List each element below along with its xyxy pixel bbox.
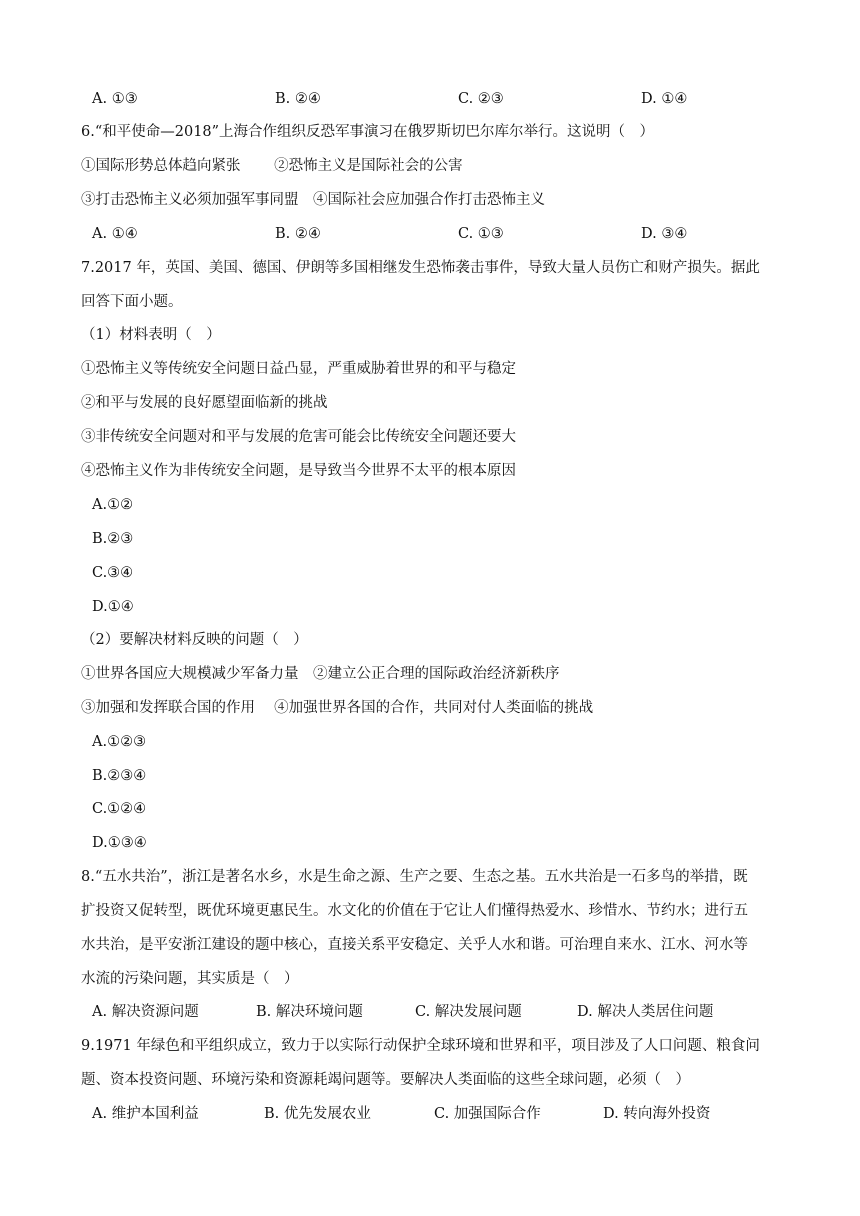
q6-option-d[interactable]: D. ③④	[641, 226, 688, 242]
q7-part2-option-c[interactable]: C.①②④	[92, 801, 147, 817]
q7-part2-label: （2）要解决材料反映的问题（ ）	[81, 632, 308, 648]
q9-option-d[interactable]: D. 转向海外投资	[603, 1106, 711, 1122]
q7-stem-line-1: 7.2017 年，英国、美国、德国、伊朗等多国相继发生恐怖袭击事件，导致大量人员伤亡和财产损失。据此	[81, 260, 760, 276]
q5-option-d[interactable]: D. ①④	[641, 91, 688, 107]
q9-option-c[interactable]: C. 加强国际合作	[434, 1106, 541, 1122]
q6-options	[92, 223, 792, 245]
q7-part1-item-3: ③非传统安全问题对和平与发展的危害可能会比传统安全问题还要大	[81, 429, 516, 445]
q8-stem-line-3: 水共治，是平安浙江建设的题中核心，直接关系平安稳定、关乎人水和谐。可治理自来水、江水、河水等	[81, 937, 748, 953]
q9-stem-line-2: 题、资本投资问题、环境污染和资源耗竭问题等。要解决人类面临的这些全球问题，必须（ ）	[81, 1072, 690, 1088]
q6-option-a[interactable]: A. ①④	[92, 226, 138, 242]
q7-part2-option-b[interactable]: B.②③④	[92, 768, 147, 784]
q7-part2-item-1: ①世界各国应大规模减少军备力量 ②建立公正合理的国际政治经济新秩序	[81, 666, 560, 682]
q5-options	[92, 88, 792, 110]
q6-option-b[interactable]: B. ②④	[275, 226, 321, 242]
q9-option-b[interactable]: B. 优先发展农业	[264, 1106, 371, 1122]
q7-part2-option-a[interactable]: A.①②③	[92, 734, 147, 750]
q8-option-a[interactable]: A. 解决资源问题	[92, 1004, 199, 1020]
q7-part1-item-1: ①恐怖主义等传统安全问题日益凸显，严重威胁着世界的和平与稳定	[81, 361, 516, 377]
q8-stem-line-4: 水流的污染问题，其实质是（ ）	[81, 971, 299, 987]
q6-item-1: ①国际形势总体趋向紧张 ②恐怖主义是国际社会的公害	[81, 158, 463, 174]
q9-options	[92, 1103, 792, 1125]
q8-stem-line-1: 8.“五水共治”，浙江是著名水乡，水是生命之源、生产之要、生态之基。五水共治是一石多鸟的举措，既	[81, 869, 748, 885]
q7-stem-line-2: 回答下面小题。	[81, 294, 183, 310]
q8-option-c[interactable]: C. 解决发展问题	[415, 1004, 522, 1020]
q6-stem: 6.“和平使命—2018”上海合作组织反恐军事演习在俄罗斯切巴尔库尔举行。这说明（ ）	[81, 124, 655, 140]
q5-option-b[interactable]: B. ②④	[275, 91, 321, 107]
q6-option-c[interactable]: C. ①③	[458, 226, 504, 242]
q7-part1-option-d[interactable]: D.①④	[92, 599, 134, 615]
q7-part2-item-2: ③加强和发挥联合国的作用 ④加强世界各国的合作，共同对付人类面临的挑战	[81, 700, 594, 716]
q9-stem-line-1: 9.1971 年绿色和平组织成立，致力于以实际行动保护全球环境和世界和平，项目涉及了人口问题、粮食问	[81, 1038, 760, 1054]
q7-part1-item-2: ②和平与发展的良好愿望面临新的挑战	[81, 395, 328, 411]
q7-part1-item-4: ④恐怖主义作为非传统安全问题，是导致当今世界不太平的根本原因	[81, 463, 516, 479]
q7-part1-label: （1）材料表明（ ）	[81, 327, 221, 343]
q8-stem-line-2: 扩投资又促转型，既优环境更惠民生。水文化的价值在于它让人们懂得热爱水、珍惜水、节约水；进行五	[81, 903, 748, 919]
q7-part1-option-a[interactable]: A.①②	[92, 497, 134, 513]
q5-option-a[interactable]: A. ①③	[92, 91, 138, 107]
q7-part1-option-c[interactable]: C.③④	[92, 565, 134, 581]
q8-option-b[interactable]: B. 解决环境问题	[256, 1004, 363, 1020]
q5-option-c[interactable]: C. ②③	[458, 91, 504, 107]
q8-option-d[interactable]: D. 解决人类居住问题	[577, 1004, 714, 1020]
q6-item-2: ③打击恐怖主义必须加强军事同盟 ④国际社会应加强合作打击恐怖主义	[81, 192, 545, 208]
q8-options	[92, 1001, 792, 1023]
q7-part1-option-b[interactable]: B.②③	[92, 531, 134, 547]
q9-option-a[interactable]: A. 维护本国利益	[92, 1106, 199, 1122]
q7-part2-option-d[interactable]: D.①③④	[92, 835, 147, 851]
